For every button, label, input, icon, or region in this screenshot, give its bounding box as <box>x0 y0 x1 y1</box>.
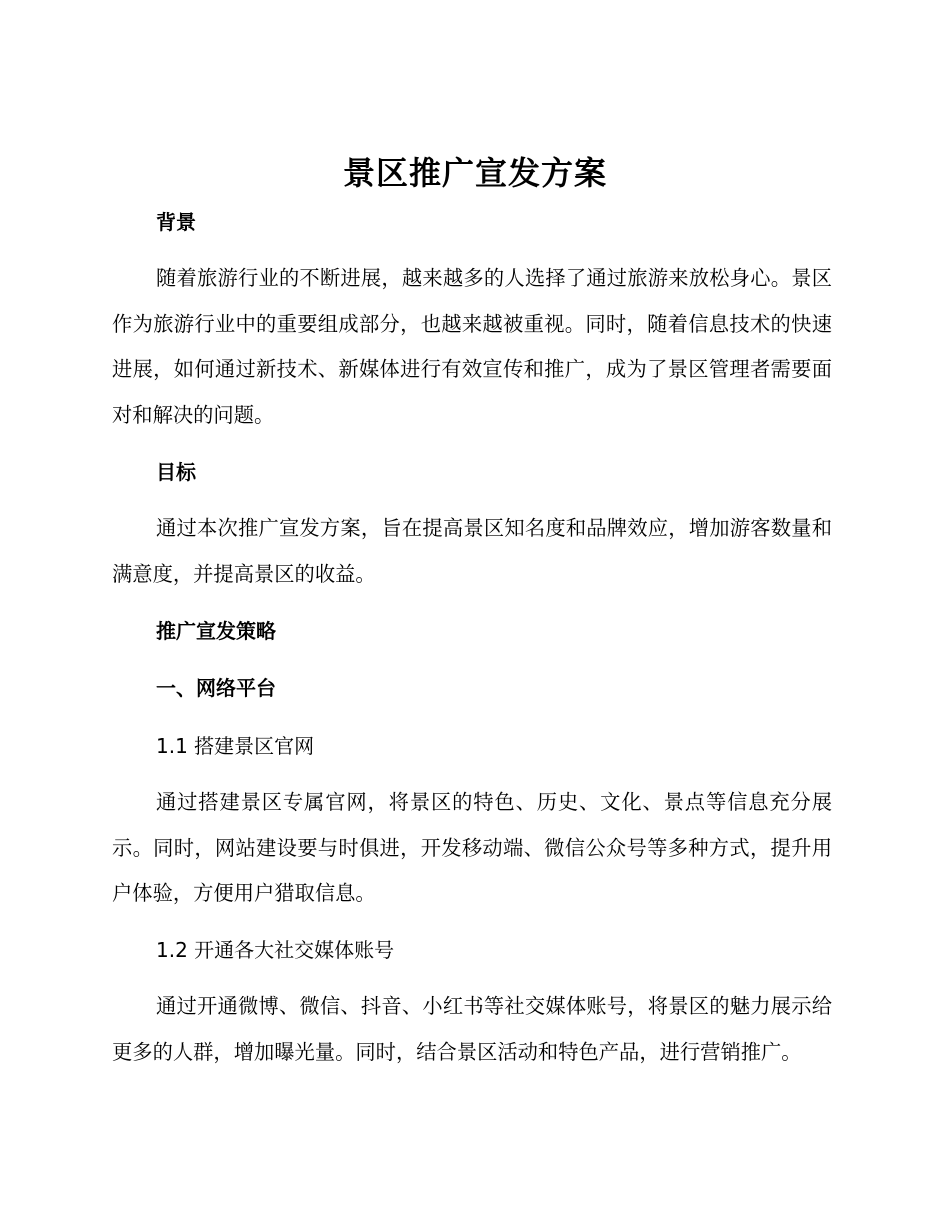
paragraph-official-website: 通过搭建景区专属官网，将景区的特色、历史、文化、景点等信息充分展示。同时，网站建设要与时俱进，开发移动端、微信公众号等多种方式，提升用户体验，方便用户猎取信息。 <box>112 790 832 905</box>
item-heading-official-website: 1.1 搭建景区官网 <box>156 734 315 758</box>
section-heading-strategy: 推广宣发策略 <box>156 619 276 643</box>
paragraph-goal: 通过本次推广宣发方案，旨在提高景区知名度和品牌效应，增加游客数量和满意度，并提高景区的收益。 <box>112 516 832 586</box>
item-heading-social-media: 1.2 开通各大社交媒体账号 <box>156 938 395 962</box>
document-title: 景区推广宣发方案 <box>342 154 607 192</box>
paragraph-background: 随着旅游行业的不断进展，越来越多的人选择了通过旅游来放松身心。景区作为旅游行业中的重要组成部分，也越来越被重视。同时，随着信息技术的快速进展，如何通过新技术、新媒体进行有效宣传和推广，成为了景区管理者需要面对和解决的问题。 <box>112 266 832 427</box>
section-heading-background: 背景 <box>156 210 196 234</box>
section-heading-goal: 目标 <box>156 460 196 484</box>
subsection-heading-network-platform: 一、网络平台 <box>156 676 276 700</box>
paragraph-social-media: 通过开通微博、微信、抖音、小红书等社交媒体账号，将景区的魅力展示给更多的人群，增加曝光量。同时，结合景区活动和特色产品，进行营销推广。 <box>112 994 832 1064</box>
